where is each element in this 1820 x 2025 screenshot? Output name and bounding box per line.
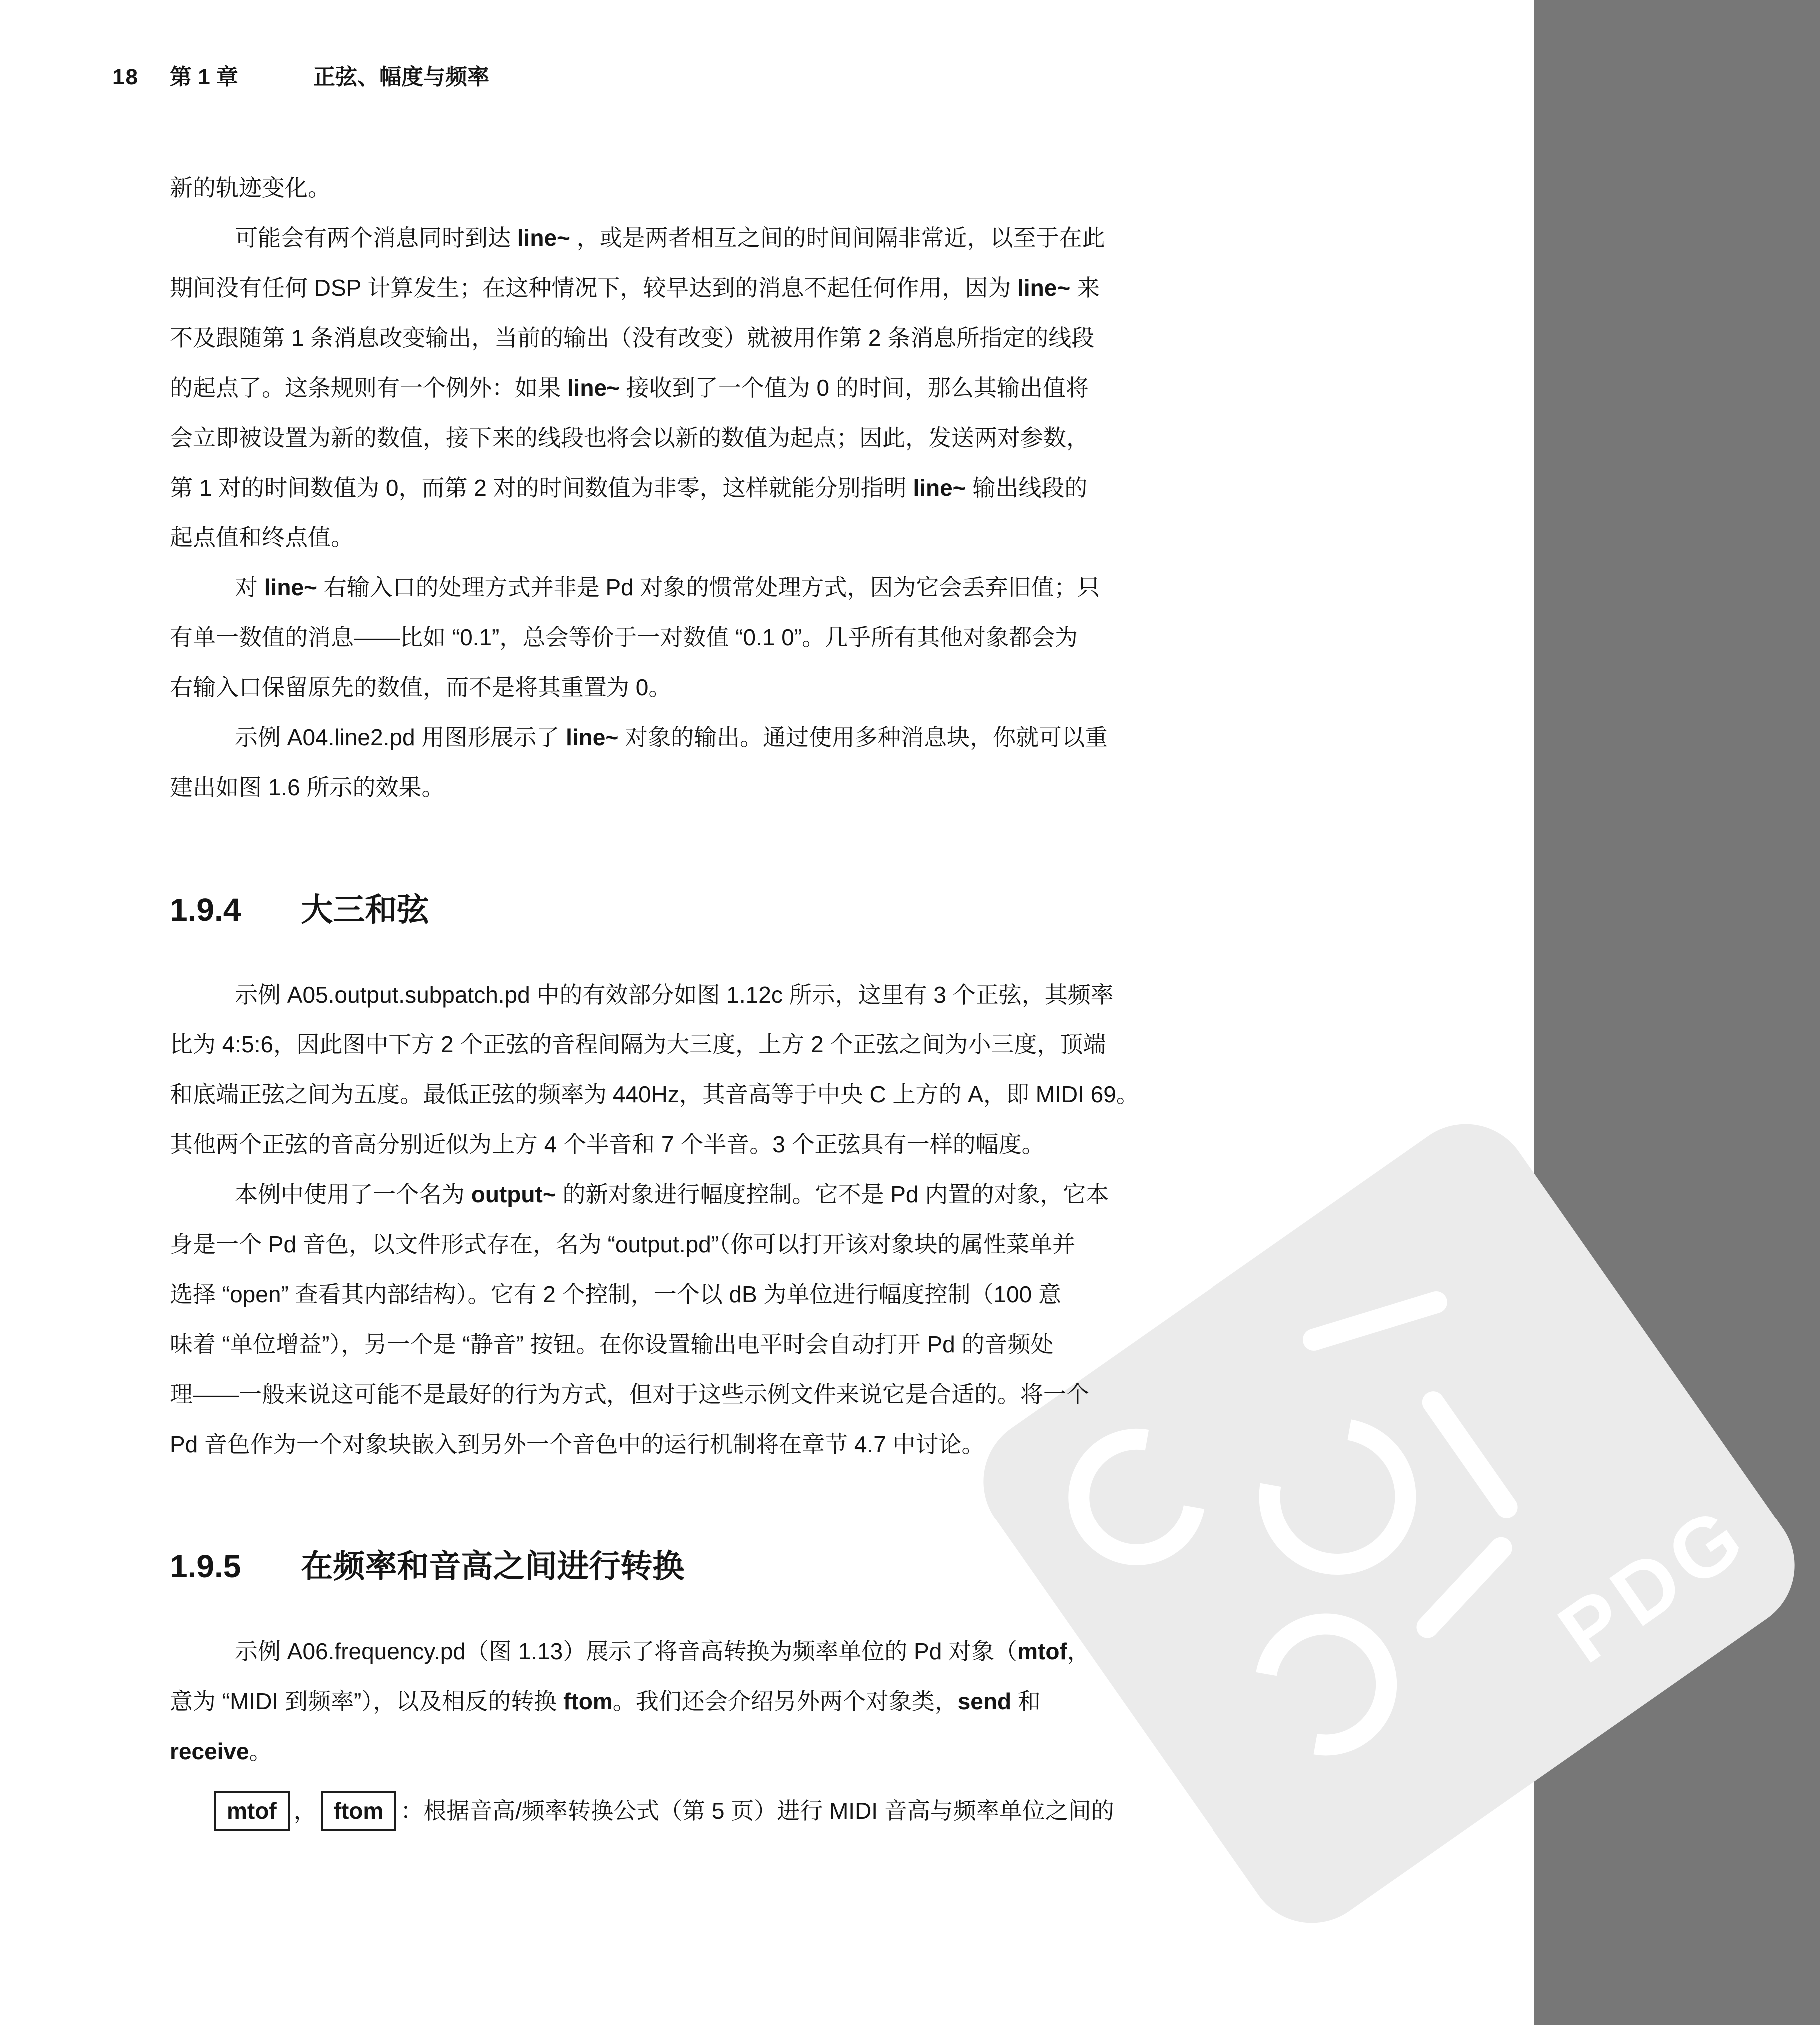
text-line — [170, 1726, 1399, 1776]
text-segment: 选择 “open” 查看其内部结构）。它有 2 个控制，一个以 dB 为单位进行幅度控制（100 意 — [170, 1281, 1062, 1307]
section-title: 在频率和音高之间进行转换 — [301, 1548, 685, 1584]
chapter-title: 正弦、幅度与频率 — [313, 65, 489, 89]
text-line — [170, 712, 1399, 762]
chapter-number: 第 1 章 — [170, 65, 238, 89]
text-line — [170, 612, 1399, 662]
text-line — [170, 1419, 1399, 1469]
text-segment: 可能会有两个消息同时到达 — [235, 225, 517, 251]
text-segment: 对 — [235, 574, 264, 600]
text-segment: 起点值和终点值。 — [170, 524, 354, 550]
pd-object-box: mtof — [214, 1791, 290, 1831]
pd-object-box: ftom — [321, 1791, 397, 1831]
text-segment: 和底端正弦之间为五度。最低正弦的频率为 440Hz，其音高等于中央 C 上方的 A，即 MIDI 69。 — [170, 1081, 1139, 1107]
text-segment: 。我们还会介绍另外两个对象类， — [612, 1688, 958, 1714]
bold-term: line~ — [913, 475, 966, 501]
text-line — [170, 1119, 1399, 1169]
text-segment: 。 — [249, 1738, 272, 1764]
watermark-pdg-label: PDG — [1542, 1486, 1765, 1681]
text-segment: 对象的输出。通过使用多种消息块，你就可以重 — [618, 724, 1108, 750]
text-segment: 建出如图 1.6 所示的效果。 — [170, 774, 445, 800]
text-segment: 的新对象进行幅度控制。它不是 Pd 内置的对象，它本 — [556, 1181, 1109, 1207]
text-segment: Pd 音色作为一个对象块嵌入到另外一个音色中的运行机制将在章节 4.7 中讨论。 — [170, 1431, 985, 1457]
text-line — [170, 562, 1399, 612]
text-line — [170, 1219, 1399, 1269]
text-segment: 意为 “MIDI 到频率”），以及相反的转换 — [170, 1688, 564, 1714]
watermark-seal-stroke — [1418, 1387, 1522, 1522]
bold-term: mtof — [1017, 1638, 1067, 1664]
text-line — [170, 1069, 1399, 1119]
text-line — [170, 363, 1399, 413]
page-number: 18 — [112, 65, 139, 89]
text-segment: 味着 “单位增益”），另一个是 “静音” 按钮。在你设置输出电平时会自动打开 Pd 的音频处 — [170, 1331, 1054, 1357]
text-segment: 有单一数值的消息——比如 “0.1”，总会等价于一对数值 “0.1 0”。几乎所有其他对象都会为 — [170, 624, 1078, 650]
watermark-seal-stroke — [1412, 1533, 1516, 1643]
text-line — [170, 1319, 1399, 1369]
text-line — [170, 313, 1399, 363]
text-segment: 示例 A04.line2.pd 用图形展示了 — [235, 724, 566, 750]
text-line — [170, 263, 1399, 313]
text-line — [170, 1169, 1399, 1219]
text-segment: 右输入口的处理方式并非是 Pd 对象的惯常处理方式，因为它会丢弃旧值；只 — [317, 574, 1100, 600]
bold-term: receive — [170, 1738, 249, 1764]
text-segment: 其他两个正弦的音高分别近似为上方 4 个半音和 7 个半音。3 个正弦具有一样的幅度。 — [170, 1131, 1045, 1157]
section-heading — [170, 890, 1399, 930]
text-line — [170, 1269, 1399, 1319]
text-segment: 输出线段的 — [966, 475, 1088, 501]
bold-term: line~ — [264, 574, 317, 600]
text-segment: 和 — [1011, 1688, 1041, 1714]
text-line — [170, 970, 1399, 1019]
text-segment: 示例 A05.output.subpatch.pd 中的有效部分如图 1.12c 所示，这里有 3 个正弦，其频率 — [235, 982, 1114, 1008]
text-segment: 会立即被设置为新的数值，接下来的线段也将会以新的数值为起点；因此，发送两对参数， — [170, 425, 1089, 451]
text-segment: ， — [1067, 1638, 1090, 1664]
text-segment: 示例 A06.frequency.pd（图 1.13）展示了将音高转换为频率单位的 Pd 对象（ — [235, 1638, 1018, 1664]
text-segment: 身是一个 Pd 音色，以文件形式存在，名为 “output.pd”（你可以打开该对象块的属性菜单并 — [170, 1231, 1076, 1257]
text-line — [170, 762, 1399, 812]
text-line — [170, 662, 1399, 712]
text-segment: ：根据音高/频率转换公式（第 5 页）进行 MIDI 音高与频率单位之间的 — [400, 1798, 1114, 1824]
section-title: 大三和弦 — [301, 892, 429, 928]
text-line — [170, 163, 1399, 213]
text-segment: 比为 4:5:6，因此图中下方 2 个正弦的音程间隔为大三度，上方 2 个正弦之间为小三度，顶端 — [170, 1031, 1106, 1057]
text-segment: 期间没有任何 DSP 计算发生；在这种情况下，较早达到的消息不起任何作用，因为 — [170, 275, 1018, 301]
bold-term: line~ — [567, 375, 620, 401]
bold-term: send — [957, 1688, 1012, 1714]
text-segment: 本例中使用了一个名为 — [235, 1181, 471, 1207]
text-segment: 第 1 对的时间数值为 0，而第 2 对的时间数值为非零，这样就能分别指明 — [170, 475, 913, 501]
section-heading — [170, 1546, 1399, 1586]
text-segment: 右输入口保留原先的数值，而不是将其重置为 0。 — [170, 674, 672, 700]
text-segment: 不及跟随第 1 条消息改变输出，当前的输出（没有改变）就被用作第 2 条消息所指定的线段 — [170, 325, 1095, 351]
text-segment: 的起点了。这条规则有一个例外：如果 — [170, 375, 567, 401]
text-segment: 理——一般来说这可能不是最好的行为方式，但对于这些示例文件来说它是合适的。将一个 — [170, 1381, 1089, 1407]
text-line — [170, 463, 1399, 512]
text-line — [170, 413, 1399, 463]
section-number: 1.9.5 — [170, 1548, 241, 1584]
text-segment: ， — [293, 1798, 317, 1824]
bold-term: ftom — [563, 1688, 613, 1714]
text-segment: 新的轨迹变化。 — [170, 175, 331, 201]
bold-term: line~ — [517, 225, 570, 251]
text-line — [170, 1626, 1399, 1676]
text-line — [170, 1676, 1399, 1726]
bold-term: line~ — [1017, 275, 1071, 301]
text-segment: 来 — [1070, 275, 1100, 301]
bold-term: output~ — [471, 1181, 556, 1207]
page-header — [0, 65, 1534, 100]
text-line — [170, 1369, 1399, 1419]
text-segment: 接收到了一个值为 0 的时间，那么其输出值将 — [619, 375, 1089, 401]
text-line — [170, 213, 1399, 263]
text-line — [170, 1019, 1399, 1069]
text-segment: ，或是两者相互之间的时间间隔非常近，以至于在此 — [570, 225, 1105, 251]
pd-objects-line — [170, 1783, 1399, 1838]
section-number: 1.9.4 — [170, 892, 241, 928]
text-line — [170, 512, 1399, 562]
bold-term: line~ — [566, 724, 619, 750]
page-body — [170, 163, 1399, 1838]
